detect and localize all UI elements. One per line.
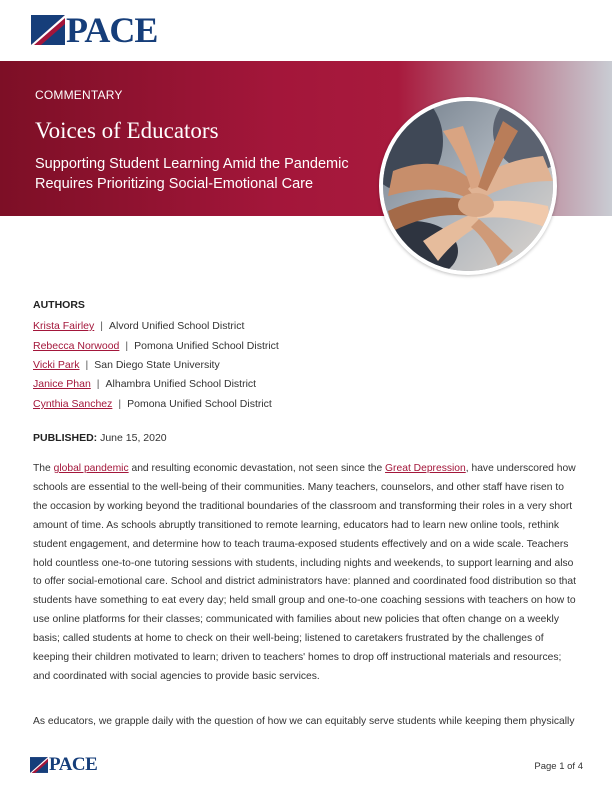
page-number: Page 1 of 4 — [534, 761, 583, 772]
footer-pace-logo[interactable] — [30, 756, 97, 774]
author-row — [33, 320, 244, 332]
author-affiliation: Pomona Unified School District — [127, 398, 272, 410]
hero-image-stacked-hands — [379, 97, 557, 275]
article-subtitle: Supporting Student Learning Amid the Pandemic Requires Prioritizing Social-Emotional Care — [35, 156, 349, 192]
pace-logo-text: PACE — [49, 754, 98, 775]
author-separator: | — [96, 378, 100, 390]
article-kicker: COMMENTARY — [35, 88, 123, 102]
author-row — [33, 398, 272, 410]
global-pandemic-link[interactable]: global pandemic — [53, 463, 129, 474]
paragraph-text: The — [33, 463, 54, 474]
author-separator: | — [118, 398, 122, 410]
pace-logo-mark-icon — [31, 15, 65, 45]
author-separator: | — [125, 340, 129, 352]
author-affiliation: Pomona Unified School District — [134, 340, 279, 352]
author-affiliation: Alvord Unified School District — [109, 320, 245, 332]
pace-logo[interactable] — [31, 10, 158, 50]
author-link[interactable]: Vicki Park — [33, 359, 80, 371]
published-date: June 15, 2020 — [100, 432, 167, 444]
author-row — [33, 340, 279, 352]
author-link[interactable]: Rebecca Norwood — [33, 340, 120, 352]
author-separator: | — [85, 359, 89, 371]
pace-logo-text: PACE — [66, 10, 158, 50]
article-title: Voices of Educators — [35, 118, 219, 143]
paragraph-text: and resulting economic devastation, not seen since the — [128, 463, 386, 474]
author-affiliation: San Diego State University — [94, 359, 220, 371]
author-link[interactable]: Krista Fairley — [33, 320, 95, 332]
great-depression-link[interactable]: Great Depression — [385, 463, 466, 474]
author-link[interactable]: Janice Phan — [33, 378, 91, 390]
published-label: PUBLISHED: — [33, 432, 98, 444]
body-paragraph — [33, 460, 581, 687]
author-separator: | — [100, 320, 103, 332]
author-row — [33, 359, 220, 371]
published-line — [33, 432, 167, 444]
pace-logo-mark-icon — [30, 757, 48, 773]
authors-heading: AUTHORS — [33, 299, 85, 311]
author-link[interactable]: Cynthia Sanchez — [33, 398, 113, 410]
author-row — [33, 378, 256, 390]
author-affiliation: Alhambra Unified School District — [105, 378, 257, 390]
paragraph-text: , have underscored how schools are essential to the well-being of their communities. Many teachers, counselors, and other staff have risen to the occasion by working beyond the traditional boundaries of the classroom and transforming their roles in a very short amount of time. As schools abruptly transitioned to remote learning, educators had to learn new online tools, rethink student engagement, and determine how to teach trauma-exposed students effectively and on a wide scale. Teachers hold countless one-to-one tutoring sessions with students, including nights and weekends, to support learning and also to offer social-emotional care. School and district administrators have: planned and coordinated food distribution so that students have something to eat every day; held small group and one-to-one coaching sessions with teachers on how to use online platforms for their classes; communicated with families about new policies that often change on a weekly basis; called students at home to check on their well-being; listened to caretakers frustrated by the challenges of keeping their children motivated to learn; driven to teachers' homes to drop off instructional materials and resources; and coordinated with social agencies to provide basic services. — [33, 463, 576, 682]
body-paragraph: As educators, we grapple daily with the question of how we can equitably serve students while keeping them physically — [33, 716, 575, 727]
